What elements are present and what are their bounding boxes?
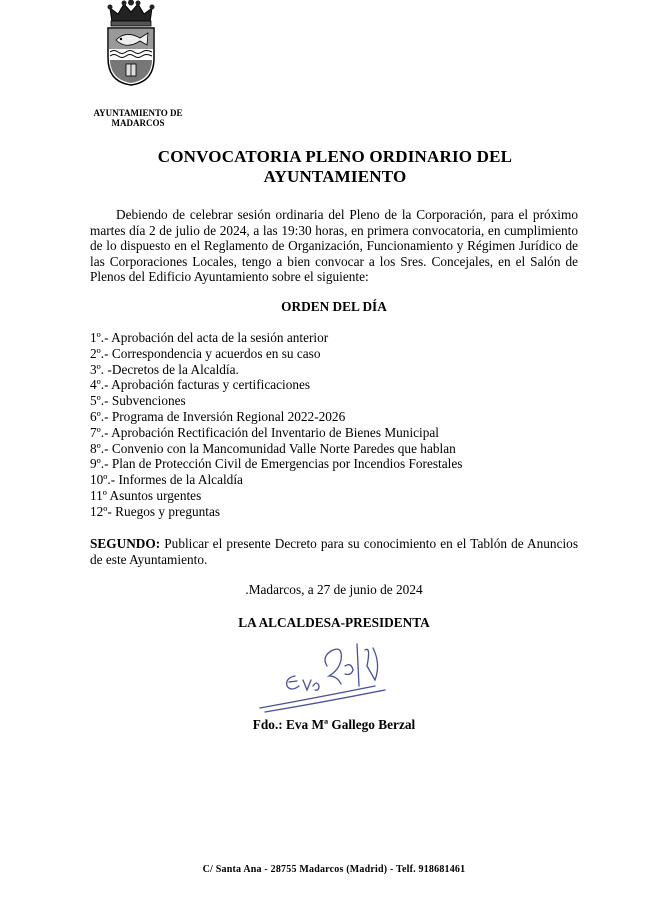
segundo-paragraph xyxy=(90,536,578,567)
footer-address: C/ Santa Ana - 28755 Madarcos (Madrid) - Telf. 918681461 xyxy=(202,864,466,875)
agenda-item: 6º.- Programa de Inversión Regional 2022-2026 xyxy=(90,408,346,424)
date-line: .Madarcos, a 27 de junio de 2024 xyxy=(245,582,423,597)
intro-paragraph xyxy=(90,207,578,285)
agenda-item: 7º.- Aprobación Rectificación del Inventario de Bienes Municipal xyxy=(90,424,439,440)
agenda-item: 8º.- Convenio con la Mancomunidad Valle Norte Paredes que hablan xyxy=(90,440,456,456)
org-line-1: AYUNTAMIENTO DE xyxy=(93,108,183,118)
org-line-2: MADARCOS xyxy=(111,118,165,128)
title-line-2: AYUNTAMIENTO xyxy=(263,167,407,186)
document-title xyxy=(80,147,590,187)
agenda-list xyxy=(90,330,578,520)
agenda-item: 5º.- Subvenciones xyxy=(90,393,186,409)
agenda-item: 1º.- Aprobación del acta de la sesión anterior xyxy=(90,330,329,345)
agenda-item: 4º.- Aprobación facturas y certificaciones xyxy=(90,377,311,393)
segundo-label: SEGUNDO: xyxy=(90,536,161,551)
agenda-item: 3º. -Decretos de la Alcaldía. xyxy=(90,361,239,377)
handwritten-signature xyxy=(255,636,395,716)
agenda-item: 12º- Ruegos y preguntas xyxy=(90,503,221,519)
signatory-name: Fdo.: Eva Mª Gallego Berzal xyxy=(252,717,416,732)
agenda-heading: ORDEN DEL DÍA xyxy=(281,299,387,314)
agenda-item: 10º.- Informes de la Alcaldía xyxy=(90,472,243,488)
title-line-1: CONVOCATORIA PLENO ORDINARIO DEL xyxy=(157,147,513,166)
agenda-item: 9º.- Plan de Protección Civil de Emergencias por Incendios Forestales xyxy=(90,456,463,472)
coat-of-arms-icon xyxy=(104,0,158,86)
intro-text: Debiendo de celebrar sesión ordinaria del Pleno de la Corporación, para el próximo martes día 2 de julio de 2024, a las 19:30 horas, en primera convocatoria, en cumplimiento de lo dispuesto en el Reglamento de Organización, Funcionamiento y Régimen Jurídico de las Corporaciones Locales, tengo a bien convocar a los Sres. Concejales, en el Salón de Plenos del Edificio Ayuntamiento sobre el siguiente: xyxy=(90,207,578,285)
agenda-item: 2º.- Correspondencia y acuerdos en su caso xyxy=(90,345,321,361)
organization-name xyxy=(78,108,198,128)
segundo-text: Publicar el presente Decreto para su conocimiento en el Tablón de Anuncios de este Ayuntamiento. xyxy=(90,536,578,567)
signatory-title: LA ALCALDESA-PRESIDENTA xyxy=(238,615,430,630)
agenda-item: 11º Asuntos urgentes xyxy=(90,487,202,503)
